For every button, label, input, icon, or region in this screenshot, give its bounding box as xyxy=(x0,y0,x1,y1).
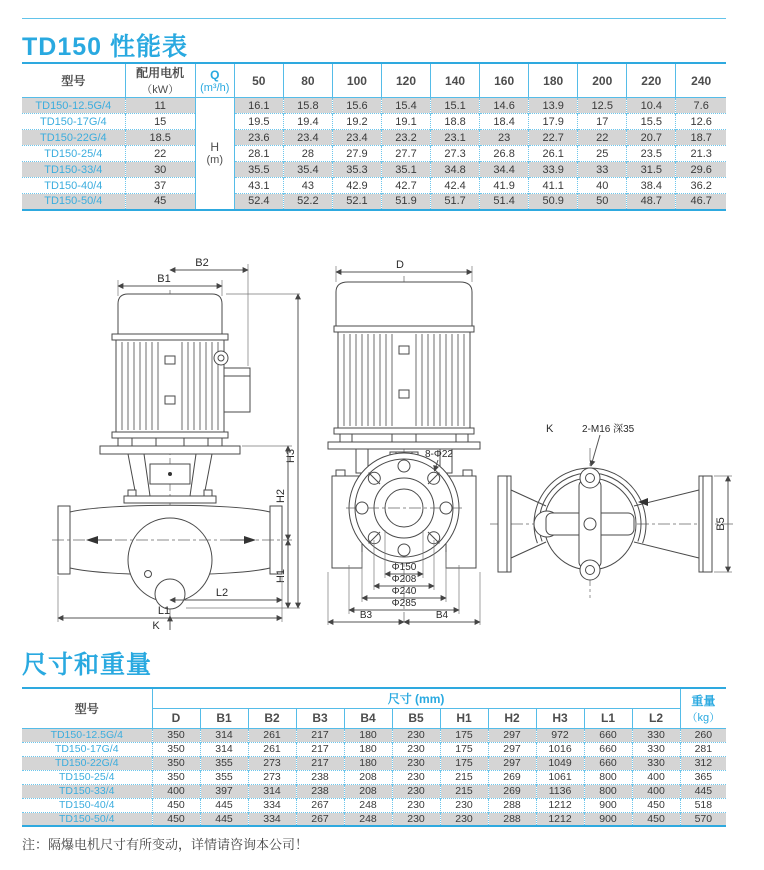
dimension-cell: 269 xyxy=(488,784,536,798)
col-header-flow: 80 xyxy=(283,63,332,98)
head-value-cell: 35.5 xyxy=(234,162,283,178)
dimensions-title: 尺寸和重量 xyxy=(22,651,153,679)
col-header-model: 型号 xyxy=(22,63,125,98)
dimension-cell: 288 xyxy=(488,812,536,826)
weight-cell: 365 xyxy=(680,770,726,784)
head-value-cell: 51.9 xyxy=(381,194,430,210)
head-value-cell: 27.7 xyxy=(381,146,430,162)
head-value-cell: 52.4 xyxy=(234,194,283,210)
dimension-cell: 230 xyxy=(392,784,440,798)
head-value-cell: 15.8 xyxy=(283,98,332,114)
col-header-dim: H3 xyxy=(536,708,584,728)
weight-cell: 445 xyxy=(680,784,726,798)
dimension-cell: 297 xyxy=(488,742,536,756)
head-value-cell: 52.1 xyxy=(332,194,381,210)
motor-kw-cell: 11 xyxy=(125,98,195,114)
head-value-cell: 50.9 xyxy=(529,194,578,210)
head-value-cell: 22 xyxy=(578,130,627,146)
dimension-cell: 215 xyxy=(440,770,488,784)
motor-kw-cell: 37 xyxy=(125,178,195,194)
motor-kw-cell: 30 xyxy=(125,162,195,178)
dimension-cell: 660 xyxy=(584,742,632,756)
dimension-cell: 273 xyxy=(248,770,296,784)
head-value-cell: 42.9 xyxy=(332,178,381,194)
dimension-cell: 261 xyxy=(248,728,296,742)
dimension-cell: 900 xyxy=(584,798,632,812)
dim-table-row xyxy=(22,770,726,784)
dimension-cell: 175 xyxy=(440,728,488,742)
perf-table-row xyxy=(22,114,726,130)
top-view-drawing xyxy=(490,418,735,613)
dimension-cell: 445 xyxy=(200,812,248,826)
dimension-cell: 350 xyxy=(152,770,200,784)
head-value-cell: 12.5 xyxy=(578,98,627,114)
dimension-cell: 900 xyxy=(584,812,632,826)
dimension-cell: 238 xyxy=(296,784,344,798)
dimension-cell: 314 xyxy=(200,728,248,742)
dimension-cell: 1212 xyxy=(536,812,584,826)
head-value-cell: 19.4 xyxy=(283,114,332,130)
col-header-dim: B4 xyxy=(344,708,392,728)
dim-label-d208: Φ208 xyxy=(391,574,417,585)
col-header-flow: 180 xyxy=(529,63,578,98)
dimension-cell: 288 xyxy=(488,798,536,812)
head-value-cell: 10.4 xyxy=(627,98,676,114)
dimension-cell: 230 xyxy=(392,812,440,826)
head-value-cell: 43 xyxy=(283,178,332,194)
head-value-cell: 16.1 xyxy=(234,98,283,114)
head-value-cell: 12.6 xyxy=(676,114,726,130)
dimensions-table xyxy=(22,687,726,827)
model-cell: TD150-17G/4 xyxy=(22,114,125,130)
col-header-flow: 120 xyxy=(381,63,430,98)
dim-table-row xyxy=(22,784,726,798)
perf-table-row xyxy=(22,162,726,178)
performance-title: TD150 性能表 xyxy=(22,33,188,61)
head-value-cell: 46.7 xyxy=(676,194,726,210)
dimension-cell: 267 xyxy=(296,798,344,812)
dimension-cell: 217 xyxy=(296,728,344,742)
dimension-cell: 1049 xyxy=(536,756,584,770)
col-header-dim: B1 xyxy=(200,708,248,728)
dim-label-bolt-holes: 8-Φ22 xyxy=(425,449,453,460)
col-header-q: Q (m³/h) xyxy=(195,63,234,98)
dimension-cell: 248 xyxy=(344,798,392,812)
dimension-cell: 330 xyxy=(632,742,680,756)
head-value-cell: 33.9 xyxy=(529,162,578,178)
head-value-cell: 29.6 xyxy=(676,162,726,178)
perf-table-row xyxy=(22,146,726,162)
model-cell: TD150-12.5G/4 xyxy=(22,728,152,742)
perf-table-row xyxy=(22,98,726,114)
front-view-drawing xyxy=(52,256,302,631)
head-value-cell: 34.8 xyxy=(431,162,480,178)
head-value-cell: 23.4 xyxy=(283,130,332,146)
dimension-cell: 800 xyxy=(584,784,632,798)
col-header-motor: 配用电机 （kW） xyxy=(125,63,195,98)
dimension-cell: 400 xyxy=(632,770,680,784)
col-header-model: 型号 xyxy=(22,688,152,728)
dimension-cell: 217 xyxy=(296,742,344,756)
dim-label-d: D xyxy=(396,260,404,271)
weight-cell: 281 xyxy=(680,742,726,756)
col-header-flow: 240 xyxy=(676,63,726,98)
weight-cell: 260 xyxy=(680,728,726,742)
col-header-flow: 160 xyxy=(480,63,529,98)
head-unit-cell xyxy=(195,98,234,210)
perf-table-row xyxy=(22,130,726,146)
head-value-cell: 23.6 xyxy=(234,130,283,146)
dimension-cell: 330 xyxy=(632,756,680,770)
dim-label-tap: 2-M16 深35 xyxy=(582,424,635,435)
head-value-cell: 40 xyxy=(578,178,627,194)
dim-label-d285: Φ285 xyxy=(391,598,417,609)
dimension-cell: 660 xyxy=(584,756,632,770)
head-value-cell: 21.3 xyxy=(676,146,726,162)
col-header-dim: D xyxy=(152,708,200,728)
model-cell: TD150-50/4 xyxy=(22,812,152,826)
head-value-cell: 23.2 xyxy=(381,130,430,146)
head-value-cell: 27.9 xyxy=(332,146,381,162)
head-value-cell: 51.7 xyxy=(431,194,480,210)
weight-cell: 518 xyxy=(680,798,726,812)
dimension-cell: 297 xyxy=(488,728,536,742)
dimension-cell: 355 xyxy=(200,770,248,784)
dimension-cell: 314 xyxy=(248,784,296,798)
head-value-cell: 14.6 xyxy=(480,98,529,114)
dimension-cell: 208 xyxy=(344,770,392,784)
dim-label-b4: B4 xyxy=(435,610,449,621)
model-cell: TD150-12.5G/4 xyxy=(22,98,125,114)
head-value-cell: 27.3 xyxy=(431,146,480,162)
dimension-cell: 217 xyxy=(296,756,344,770)
head-value-cell: 23 xyxy=(480,130,529,146)
head-value-cell: 23.1 xyxy=(431,130,480,146)
dimension-cell: 397 xyxy=(200,784,248,798)
dimension-cell: 660 xyxy=(584,728,632,742)
dimension-cell: 261 xyxy=(248,742,296,756)
dimension-cell: 1212 xyxy=(536,798,584,812)
head-value-cell: 15.4 xyxy=(381,98,430,114)
dimension-cell: 314 xyxy=(200,742,248,756)
dimension-cell: 350 xyxy=(152,728,200,742)
model-cell: TD150-33/4 xyxy=(22,162,125,178)
performance-table xyxy=(22,62,726,211)
head-value-cell: 41.9 xyxy=(480,178,529,194)
dimension-cell: 400 xyxy=(152,784,200,798)
dim-label-h1: H1 xyxy=(275,568,287,584)
col-header-dims: 尺寸 (mm) xyxy=(152,688,680,708)
view-label-k: K xyxy=(152,620,160,631)
dimension-cell: 180 xyxy=(344,756,392,770)
dimension-cell: 230 xyxy=(440,812,488,826)
dimension-cell: 175 xyxy=(440,742,488,756)
dim-label-b3: B3 xyxy=(359,610,373,621)
performance-header-row xyxy=(22,63,726,98)
head-value-cell: 25 xyxy=(578,146,627,162)
col-header-weight: 重量 （kg） xyxy=(680,688,726,728)
model-cell: TD150-33/4 xyxy=(22,784,152,798)
dimension-cell: 450 xyxy=(632,798,680,812)
motor-kw-cell: 45 xyxy=(125,194,195,210)
side-view-drawing xyxy=(322,260,487,625)
weight-cell: 570 xyxy=(680,812,726,826)
dimensions-header-row-1 xyxy=(22,688,726,708)
motor-kw-cell: 18.5 xyxy=(125,130,195,146)
dim-table-row xyxy=(22,756,726,770)
dimension-cell: 180 xyxy=(344,728,392,742)
head-value-cell: 43.1 xyxy=(234,178,283,194)
perf-table-row xyxy=(22,178,726,194)
dimension-cell: 267 xyxy=(296,812,344,826)
model-cell: TD150-40/4 xyxy=(22,178,125,194)
perf-table-row xyxy=(22,194,726,210)
weight-cell: 312 xyxy=(680,756,726,770)
head-value-cell: 23.5 xyxy=(627,146,676,162)
head-value-cell: 26.1 xyxy=(529,146,578,162)
dimension-cell: 450 xyxy=(632,812,680,826)
dim-table-row xyxy=(22,742,726,756)
head-value-cell: 31.5 xyxy=(627,162,676,178)
dimension-cell: 450 xyxy=(152,798,200,812)
col-header-dim: H2 xyxy=(488,708,536,728)
model-cell: TD150-50/4 xyxy=(22,194,125,210)
head-value-cell: 51.4 xyxy=(480,194,529,210)
motor-kw-cell: 15 xyxy=(125,114,195,130)
dim-label-h3: H3 xyxy=(285,448,297,464)
dimension-cell: 400 xyxy=(632,784,680,798)
dimension-cell: 238 xyxy=(296,770,344,784)
model-cell: TD150-25/4 xyxy=(22,146,125,162)
dimension-cell: 273 xyxy=(248,756,296,770)
dimension-cell: 180 xyxy=(344,742,392,756)
head-value-cell: 38.4 xyxy=(627,178,676,194)
dim-table-row xyxy=(22,812,726,826)
head-value-cell: 35.1 xyxy=(381,162,430,178)
dimension-cell: 355 xyxy=(200,756,248,770)
head-value-cell: 48.7 xyxy=(627,194,676,210)
model-cell: TD150-40/4 xyxy=(22,798,152,812)
dimension-cell: 1016 xyxy=(536,742,584,756)
head-value-cell: 17 xyxy=(578,114,627,130)
dimension-cell: 330 xyxy=(632,728,680,742)
head-value-cell: 20.7 xyxy=(627,130,676,146)
dim-label-l2: L2 xyxy=(215,587,229,599)
col-header-dim: B5 xyxy=(392,708,440,728)
footnote: 注：隔爆电机尺寸有所变动，详情请咨询本公司！ xyxy=(22,837,309,852)
head-value-cell: 19.1 xyxy=(381,114,430,130)
col-header-flow: 100 xyxy=(332,63,381,98)
dimension-cell: 230 xyxy=(392,770,440,784)
head-value-cell: 34.4 xyxy=(480,162,529,178)
col-header-dim: L2 xyxy=(632,708,680,728)
head-value-cell: 19.2 xyxy=(332,114,381,130)
head-value-cell: 42.7 xyxy=(381,178,430,194)
head-value-cell: 13.9 xyxy=(529,98,578,114)
dimension-cell: 215 xyxy=(440,784,488,798)
head-value-cell: 18.8 xyxy=(431,114,480,130)
head-value-cell: 35.4 xyxy=(283,162,332,178)
dim-label-d240: Φ240 xyxy=(391,586,417,597)
view-label-k: K xyxy=(546,423,554,435)
head-unit-line1: H xyxy=(210,140,220,155)
col-header-flow: 140 xyxy=(431,63,480,98)
head-value-cell: 7.6 xyxy=(676,98,726,114)
dimension-cell: 230 xyxy=(440,798,488,812)
head-value-cell: 15.1 xyxy=(431,98,480,114)
dimension-cell: 269 xyxy=(488,770,536,784)
head-value-cell: 23.4 xyxy=(332,130,381,146)
dimension-cell: 208 xyxy=(344,784,392,798)
dimension-cell: 334 xyxy=(248,812,296,826)
col-header-dim: B2 xyxy=(248,708,296,728)
head-value-cell: 28.1 xyxy=(234,146,283,162)
head-value-cell: 26.8 xyxy=(480,146,529,162)
dimension-cell: 1136 xyxy=(536,784,584,798)
col-header-flow: 50 xyxy=(234,63,283,98)
col-header-dim: L1 xyxy=(584,708,632,728)
col-header-flow: 200 xyxy=(578,63,627,98)
dimension-cell: 450 xyxy=(152,812,200,826)
head-value-cell: 15.5 xyxy=(627,114,676,130)
head-value-cell: 35.3 xyxy=(332,162,381,178)
head-value-cell: 33 xyxy=(578,162,627,178)
head-value-cell: 28 xyxy=(283,146,332,162)
dimension-cell: 230 xyxy=(392,756,440,770)
dimension-cell: 334 xyxy=(248,798,296,812)
head-value-cell: 36.2 xyxy=(676,178,726,194)
head-value-cell: 52.2 xyxy=(283,194,332,210)
head-value-cell: 17.9 xyxy=(529,114,578,130)
dim-label-b1: B1 xyxy=(157,273,171,285)
dim-table-row xyxy=(22,728,726,742)
head-value-cell: 50 xyxy=(578,194,627,210)
dimension-cell: 1061 xyxy=(536,770,584,784)
dimension-cell: 175 xyxy=(440,756,488,770)
col-header-dim: B3 xyxy=(296,708,344,728)
model-cell: TD150-22G/4 xyxy=(22,130,125,146)
dimension-cell: 800 xyxy=(584,770,632,784)
top-divider xyxy=(22,18,726,19)
head-unit-line2: (m) xyxy=(206,154,223,167)
model-cell: TD150-25/4 xyxy=(22,770,152,784)
dimension-cell: 230 xyxy=(392,742,440,756)
head-value-cell: 22.7 xyxy=(529,130,578,146)
model-cell: TD150-22G/4 xyxy=(22,756,152,770)
dim-label-d150: Φ150 xyxy=(391,562,417,573)
dimension-cell: 248 xyxy=(344,812,392,826)
dimension-cell: 230 xyxy=(392,798,440,812)
dimension-cell: 350 xyxy=(152,756,200,770)
dim-table-row xyxy=(22,798,726,812)
col-header-dim: H1 xyxy=(440,708,488,728)
dimension-cell: 230 xyxy=(392,728,440,742)
dim-label-l1: L1 xyxy=(157,605,171,617)
dim-label-h2: H2 xyxy=(275,488,287,504)
dim-label-b2: B2 xyxy=(195,257,209,269)
head-value-cell: 15.6 xyxy=(332,98,381,114)
head-value-cell: 41.1 xyxy=(529,178,578,194)
motor-kw-cell: 22 xyxy=(125,146,195,162)
dimension-cell: 350 xyxy=(152,742,200,756)
dimension-cell: 445 xyxy=(200,798,248,812)
head-value-cell: 19.5 xyxy=(234,114,283,130)
model-cell: TD150-17G/4 xyxy=(22,742,152,756)
head-value-cell: 18.7 xyxy=(676,130,726,146)
head-value-cell: 18.4 xyxy=(480,114,529,130)
dim-label-b5: B5 xyxy=(715,517,727,531)
dimension-cell: 972 xyxy=(536,728,584,742)
head-value-cell: 42.4 xyxy=(431,178,480,194)
dimension-cell: 297 xyxy=(488,756,536,770)
col-header-flow: 220 xyxy=(627,63,676,98)
